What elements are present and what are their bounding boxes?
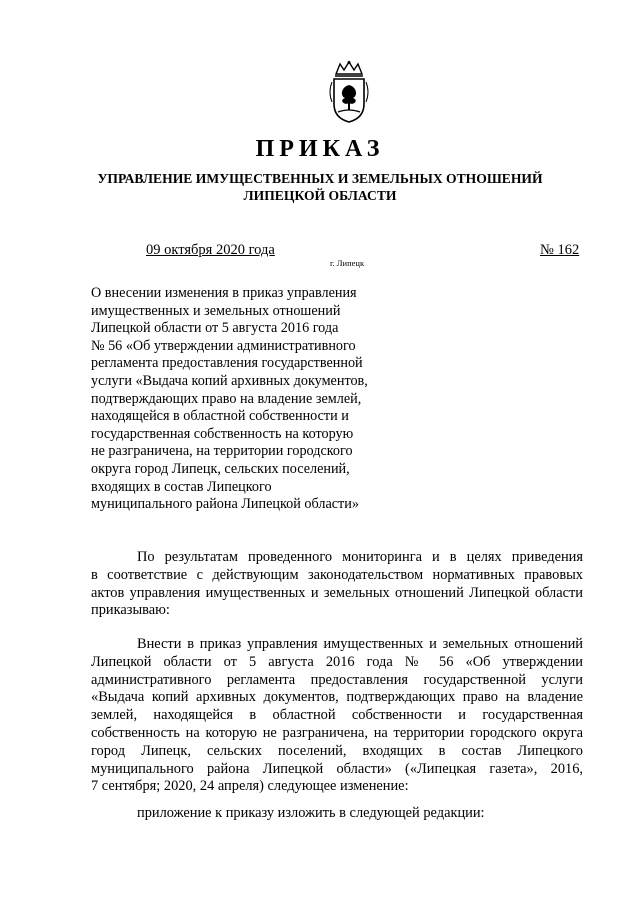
paragraph-line: приказываю: xyxy=(91,602,170,619)
paragraph-line: Липецкой области от 5 августа 2016 года № 56 «Об утверждении xyxy=(91,653,583,670)
document-type-title: ПРИКАЗ xyxy=(255,136,385,162)
paragraph-line: приложение к приказу изложить в следующей редакции: xyxy=(137,805,485,821)
paragraph-line: город Липецк, сельских поселений, входящих в состав Липецкого xyxy=(91,742,583,759)
issuing-authority xyxy=(0,170,640,204)
subject-line: О внесении изменения в приказ управления xyxy=(91,285,357,301)
subject-line: регламента предоставления государственной xyxy=(91,355,363,372)
document-subject xyxy=(91,285,391,514)
subject-line: округа город Липецк, сельских поселений, xyxy=(91,460,350,477)
paragraph-line: По результатам проведенного мониторинга и в целях приведения xyxy=(137,549,583,565)
subject-line: входящих в состав Липецкого xyxy=(91,478,272,495)
subject-line: не разграничена, на территории городского xyxy=(91,443,353,460)
paragraph-line: 7 сентября; 2020, 24 апреля) следующее изменение: xyxy=(91,778,409,795)
paragraph-line: муниципального района Липецкой области» («Липецкая газета», 2016, xyxy=(91,760,583,777)
paragraph-line: «Выдача копий архивных документов, подтверждающих право на владение xyxy=(91,689,583,706)
document-number: № 162 xyxy=(540,242,580,258)
subject-line: услуги «Выдача копий архивных документов, xyxy=(91,372,368,389)
body-paragraph xyxy=(91,636,583,796)
subject-line: Липецкой области от 5 августа 2016 года xyxy=(91,320,339,337)
subject-line: муниципального района Липецкой области» xyxy=(91,496,359,513)
issuer-line: УПРАВЛЕНИЕ ИМУЩЕСТВЕННЫХ И ЗЕМЕЛЬНЫХ ОТНОШЕНИЙ xyxy=(97,171,543,186)
body-paragraph xyxy=(91,805,583,823)
subject-line: имущественных и земельных отношений xyxy=(91,302,341,319)
paragraph-line: административного регламента предоставления государственной услуги xyxy=(91,671,583,688)
subject-line: № 56 «Об утверждении административного xyxy=(91,337,356,354)
document-date: 09 октября 2020 года xyxy=(146,242,275,258)
subject-line: подтверждающих право на владение землей, xyxy=(91,390,362,407)
paragraph-line: в соответствие с действующим законодательством нормативных правовых xyxy=(91,566,583,583)
document-city: г. Липецк xyxy=(330,258,365,268)
subject-line: государственная собственность на которую xyxy=(91,425,354,442)
paragraph-line: землей, находящейся в областной собственности и государственная xyxy=(91,707,583,724)
paragraph-line: Внести в приказ управления имущественных и земельных отношений xyxy=(137,636,583,652)
paragraph-line: актов управления имущественных и земельных отношений Липецкой области xyxy=(91,584,583,601)
subject-line: находящейся в областной собственности и xyxy=(91,408,349,425)
paragraph-line: собственность на которую не разграничена, на территории городского округа xyxy=(91,724,583,741)
coat-of-arms-icon xyxy=(326,60,372,124)
body-paragraph xyxy=(91,549,583,620)
issuer-line: ЛИПЕЦКОЙ ОБЛАСТИ xyxy=(243,188,397,203)
